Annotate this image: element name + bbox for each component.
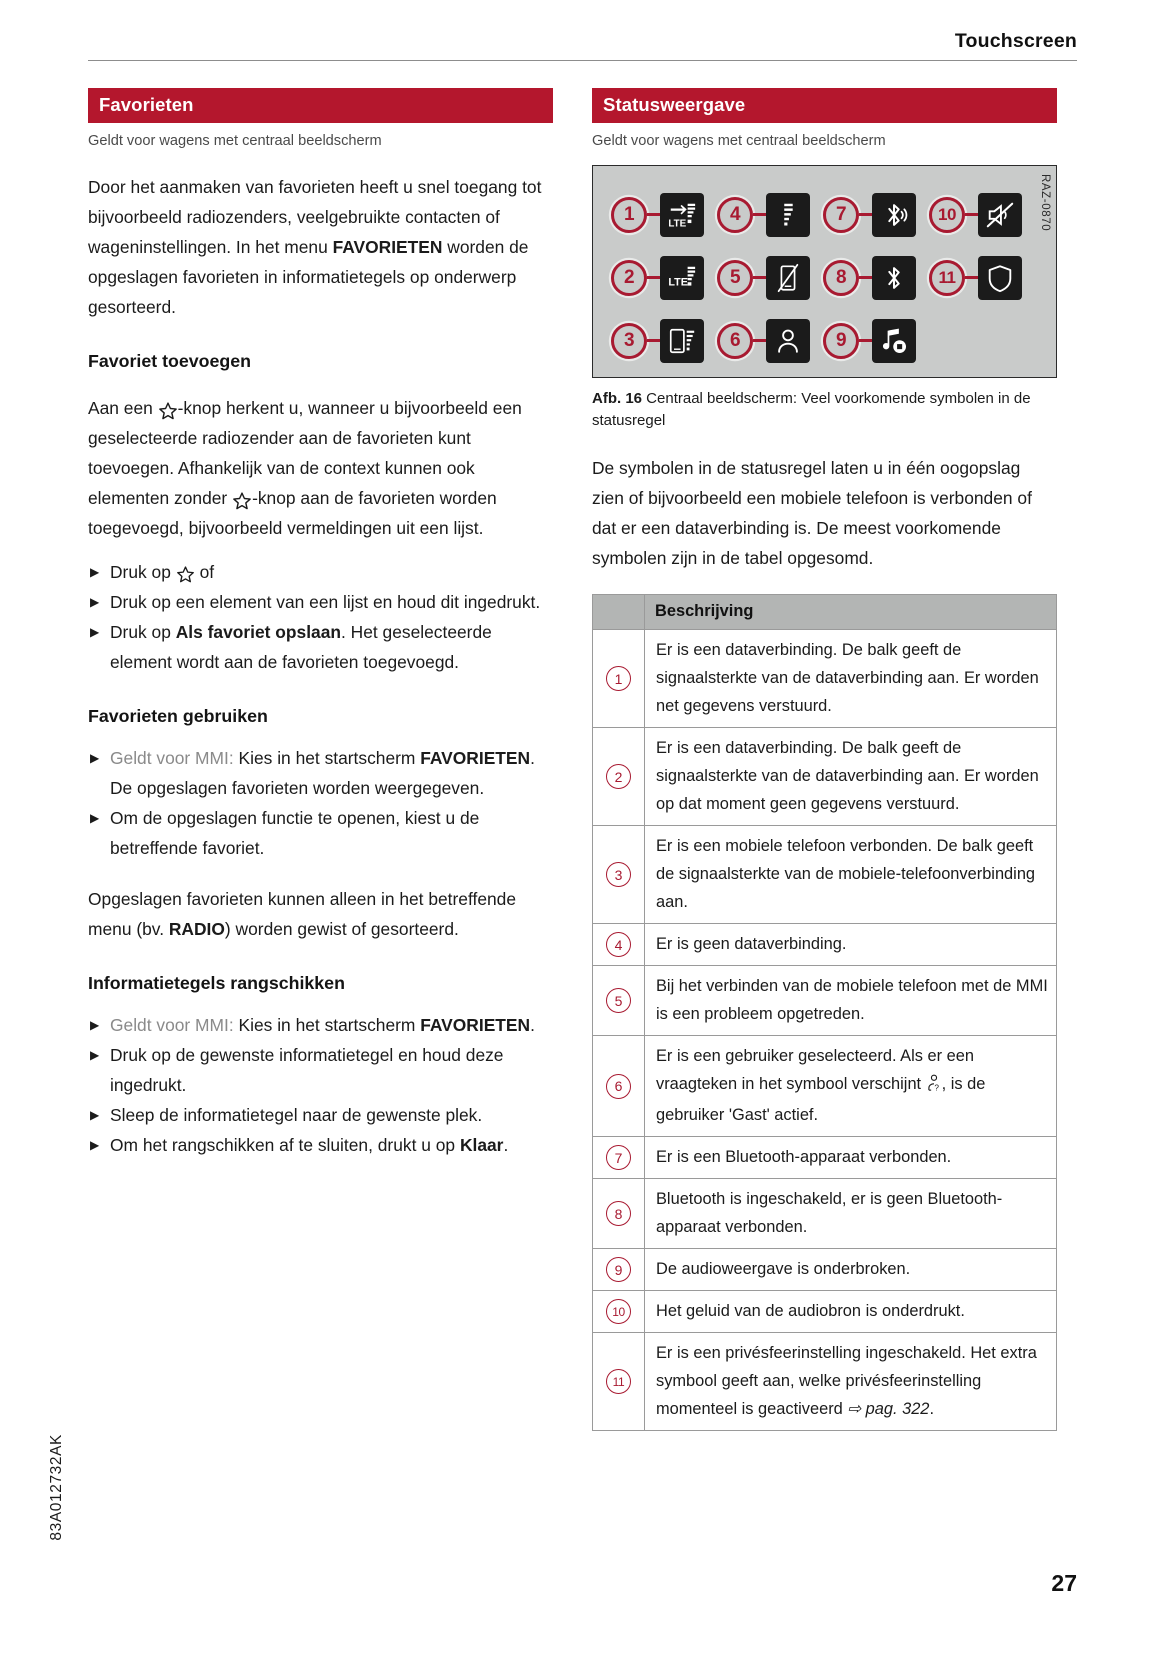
callout-number: 3 [606, 862, 631, 887]
table-row [593, 1036, 1057, 1137]
description-text-b: . [929, 1400, 934, 1418]
bullet-emphasis: FAVORIETEN [420, 748, 531, 768]
callout-number: 4 [606, 932, 631, 957]
bullet-triangle-icon: ▶ [90, 1108, 100, 1122]
signal-bars-no-data-icon [766, 193, 810, 237]
delete-menu-name: RADIO [168, 919, 225, 939]
callout-leader [965, 213, 978, 216]
bullet-text: . Het geselecteerde element wordt aan de favorieten toegevoegd. [110, 622, 492, 672]
callout-number: 7 [606, 1145, 631, 1170]
condition-label: Geldt voor MMI: [110, 1015, 234, 1035]
callout-leader [753, 213, 766, 216]
figure-caption-label: Afb. 16 [592, 390, 643, 407]
svg-text:LTE: LTE [668, 217, 687, 229]
table-row [593, 924, 1057, 966]
list-item [88, 587, 553, 617]
bluetooth-connected-icon [872, 193, 916, 237]
list-item [88, 1100, 553, 1130]
table-cell-number [593, 630, 645, 728]
callout-number: 7 [823, 197, 859, 233]
callout-number: 1 [611, 197, 647, 233]
diagram-item-9 [823, 319, 929, 363]
callout-leader [647, 213, 660, 216]
table-row [593, 728, 1057, 826]
callout-number: 6 [606, 1074, 631, 1099]
table-row [593, 826, 1057, 924]
table-cell-number [593, 1179, 645, 1249]
left-column [88, 88, 553, 1160]
star-icon [232, 491, 252, 511]
user-question-icon [926, 1073, 942, 1101]
figure-16 [592, 165, 1057, 432]
page-reference-label: pag. 322 [865, 1400, 930, 1418]
table-cell-number [593, 1137, 645, 1179]
bullet-triangle-icon: ▶ [90, 1018, 100, 1032]
table-row [593, 1137, 1057, 1179]
bullet-triangle-icon: ▶ [90, 1138, 100, 1152]
page-header [88, 28, 1077, 64]
user-icon [766, 319, 810, 363]
table-cell-description [645, 1036, 1057, 1137]
table-cell-description: Er is een dataverbinding. De balk geeft de signaalsterkte van de dataverbinding aan. Er worden net gegevens verstuurd. [645, 630, 1057, 728]
arrange-instructions-list [88, 1010, 553, 1160]
table-header-description: Beschrijving [645, 595, 1057, 630]
table-row [593, 1333, 1057, 1431]
bullet-text: Druk op de gewenste informatietegel en houd deze ingedrukt. [110, 1045, 504, 1095]
diagram-item-4 [717, 193, 823, 237]
table-cell-number [593, 924, 645, 966]
callout-number: 5 [606, 988, 631, 1013]
list-item [88, 1010, 553, 1040]
bullet-text: Druk op een element van een lijst en houd dit ingedrukt. [110, 592, 541, 612]
table-cell-number [593, 1036, 645, 1137]
callout-number: 6 [717, 323, 753, 359]
phone-error-icon [766, 256, 810, 300]
bullet-triangle-icon: ▶ [90, 1048, 100, 1062]
callout-number: 9 [606, 1257, 631, 1282]
diagram-row-1 [611, 183, 1048, 246]
callout-leader [859, 213, 872, 216]
symbols-table [592, 594, 1057, 1431]
table-cell-number [593, 826, 645, 924]
page-content [88, 88, 1077, 1431]
delete-text-c: ) worden gewist of gesorteerd. [224, 919, 459, 939]
callout-number: 11 [929, 260, 965, 296]
table-cell-description: Er is een Bluetooth-apparaat verbonden. [645, 1137, 1057, 1179]
bullet-text: . [530, 1015, 535, 1035]
intro-paragraph [88, 172, 553, 322]
callout-number: 8 [606, 1201, 631, 1226]
bullet-triangle-icon: ▶ [90, 565, 100, 579]
table-header-number [593, 595, 645, 630]
bullet-emphasis: Klaar [459, 1135, 504, 1155]
table-cell-description [645, 1333, 1057, 1431]
callout-leader [859, 276, 872, 279]
bullet-triangle-icon: ▶ [90, 595, 100, 609]
list-item [88, 1130, 553, 1160]
intro-text-a: Door het aanmaken van favorieten heeft u snel toegang tot bijvoorbeeld radiozenders, veelgebruikte contacten of wageninstellingen. In het menu [88, 177, 542, 257]
add-paragraph [88, 393, 553, 543]
section-heading-favorieten: Favorieten [88, 88, 553, 123]
audio-paused-icon [872, 319, 916, 363]
table-cell-description: Er is geen dataverbinding. [645, 924, 1057, 966]
delete-paragraph [88, 884, 553, 944]
bullet-text: Kies in het startscherm [233, 748, 421, 768]
callout-leader [647, 276, 660, 279]
list-item [88, 617, 553, 677]
bullet-text: Sleep de informatietegel naar de gewenste plek. [110, 1105, 483, 1125]
table-row [593, 1291, 1057, 1333]
table-cell-description: Bluetooth is ingeschakeld, er is geen Bluetooth-apparaat verbonden. [645, 1179, 1057, 1249]
figure-caption [592, 388, 1057, 432]
page-number: 27 [1051, 1570, 1077, 1596]
applies-note-left: Geldt voor wagens met centraal beeldscherm [88, 133, 382, 149]
header-divider [88, 60, 1077, 61]
table-row [593, 1249, 1057, 1291]
mute-icon [978, 193, 1022, 237]
callout-number: 4 [717, 197, 753, 233]
table-cell-description: De audioweergave is onderbroken. [645, 1249, 1057, 1291]
table-row [593, 966, 1057, 1036]
diagram-item-2 [611, 256, 717, 300]
page-reference[interactable]: ⇨ pag. 322 [847, 1400, 930, 1418]
table-cell-number [593, 1291, 645, 1333]
svg-text:?: ? [934, 1083, 939, 1092]
table-cell-description: Bij het verbinden van de mobiele telefoon met de MMI is een probleem opgetreden. [645, 966, 1057, 1036]
phone-signal-icon [660, 319, 704, 363]
diagram-item-3 [611, 319, 717, 363]
right-column [592, 88, 1057, 1431]
table-row [593, 630, 1057, 728]
callout-number: 1 [606, 666, 631, 691]
page-title: Touchscreen [954, 30, 1077, 52]
diagram-item-6 [717, 319, 823, 363]
condition-label: Geldt voor MMI: [110, 748, 234, 768]
delete-text-a: Opgeslagen favorieten kunnen alleen in het betreffende menu (bv. [88, 889, 517, 939]
table-cell-number [593, 1333, 645, 1431]
callout-number: 2 [606, 764, 631, 789]
lte-signal-icon [660, 256, 704, 300]
diagram-item-10 [929, 193, 1035, 237]
subheading-favorieten-gebruiken: Favorieten gebruiken [88, 706, 268, 726]
callout-leader [859, 339, 872, 342]
callout-number: 3 [611, 323, 647, 359]
intro-text-c: worden de opgeslagen favorieten in informatietegels op onderwerp gesorteerd. [88, 237, 529, 317]
bullet-text: of [194, 562, 215, 582]
bullet-text: Om de opgeslagen functie te openen, kiest u de betreffende favoriet. [110, 808, 480, 858]
figure-source-code: RAZ-0870 [1039, 174, 1051, 232]
diagram-item-7 [823, 193, 929, 237]
figure-caption-text: Centraal beeldscherm: Veel voorkomende symbolen in de statusregel [592, 390, 1031, 429]
diagram-item-11 [929, 256, 1035, 300]
subheading-favoriet-toevoegen: Favoriet toevoegen [88, 351, 252, 371]
status-intro-paragraph: De symbolen in de statusregel laten u in één oogopslag zien of bijvoorbeeld een mobiele telefoon is verbonden of dat er een dataverbinding is. De meest voorkomende symbolen zijn in de tabel opgesomd. [592, 458, 1032, 568]
diagram-item-8 [823, 256, 929, 300]
callout-number: 10 [929, 197, 965, 233]
table-cell-number [593, 1249, 645, 1291]
bullet-triangle-icon: ▶ [90, 625, 100, 639]
star-icon [158, 401, 178, 421]
document-part-number: 83A012732AK [48, 1434, 65, 1541]
bullet-emphasis: Als favoriet opslaan [175, 622, 341, 642]
callout-number: 5 [717, 260, 753, 296]
bullet-text: Druk op [110, 562, 176, 582]
bullet-text: Kies in het startscherm [233, 1015, 421, 1035]
table-cell-description: Het geluid van de audiobron is onderdrukt. [645, 1291, 1057, 1333]
description-text-a: Er is een privésfeerinstelling ingeschakeld. Het extra symbool geeft aan, welke privésfeerinstelling momenteel is geactiveerd [656, 1344, 1037, 1418]
svg-text:LTE: LTE [668, 276, 688, 288]
callout-number: 9 [823, 323, 859, 359]
bullet-triangle-icon: ▶ [90, 811, 100, 825]
description-text-b: , is de gebruiker 'Gast' actief. [656, 1075, 986, 1124]
status-symbols-diagram [592, 165, 1057, 378]
bullet-triangle-icon: ▶ [90, 751, 100, 765]
callout-number: 10 [606, 1299, 631, 1324]
table-row [593, 1179, 1057, 1249]
description-text-a: Er is een gebruiker geselecteerd. Als er een vraagteken in het symbool verschijnt [656, 1047, 974, 1093]
diagram-row-3 [611, 309, 1048, 372]
table-cell-description: Er is een mobiele telefoon verbonden. De balk geeft de signaalsterkte van de mobiele-telefoonverbinding aan. [645, 826, 1057, 924]
applies-note-right: Geldt voor wagens met centraal beeldscherm [592, 133, 886, 149]
add-instructions-list [88, 557, 553, 677]
star-icon [176, 565, 195, 584]
table-header-row [593, 595, 1057, 630]
callout-leader [965, 276, 978, 279]
diagram-item-1 [611, 193, 717, 237]
table-cell-number [593, 966, 645, 1036]
bullet-emphasis: FAVORIETEN [420, 1015, 531, 1035]
bullet-text: . De opgeslagen favorieten worden weergegeven. [110, 748, 535, 798]
list-item [88, 557, 553, 587]
list-item [88, 743, 553, 803]
callout-leader [647, 339, 660, 342]
callout-leader [753, 276, 766, 279]
callout-number: 2 [611, 260, 647, 296]
list-item [88, 1040, 553, 1100]
shield-privacy-icon [978, 256, 1022, 300]
use-instructions-list [88, 743, 553, 863]
section-heading-statusweergave: Statusweergave [592, 88, 1057, 123]
callout-number: 11 [606, 1369, 631, 1394]
callout-leader [753, 339, 766, 342]
add-text-a: Aan een [88, 398, 158, 418]
add-text-b: -knop herkent u, wanneer u bijvoorbeeld een geselecteerde radiozender aan de favorieten kunt toevoegen. Afhankelijk van de context kunnen ook elementen zonder [88, 398, 522, 508]
diagram-row-2 [611, 246, 1048, 309]
bullet-text: . [503, 1135, 509, 1155]
bluetooth-icon [872, 256, 916, 300]
bullet-text: Druk op [110, 622, 176, 642]
callout-number: 8 [823, 260, 859, 296]
add-text-c: -knop aan de favorieten worden toegevoegd, bijvoorbeeld vermeldingen uit een lijst. [88, 488, 497, 538]
intro-menu-name: FAVORIETEN [332, 237, 443, 257]
list-item [88, 803, 553, 863]
diagram-item-5 [717, 256, 823, 300]
table-cell-description: Er is een dataverbinding. De balk geeft de signaalsterkte van de dataverbinding aan. Er worden op dat moment geen gegevens verstuurd. [645, 728, 1057, 826]
subheading-informatietegels-rangschikken: Informatietegels rangschikken [88, 973, 345, 993]
bullet-text: Om het rangschikken af te sluiten, drukt u op [110, 1135, 460, 1155]
lte-data-transfer-icon [660, 193, 704, 237]
table-cell-number [593, 728, 645, 826]
